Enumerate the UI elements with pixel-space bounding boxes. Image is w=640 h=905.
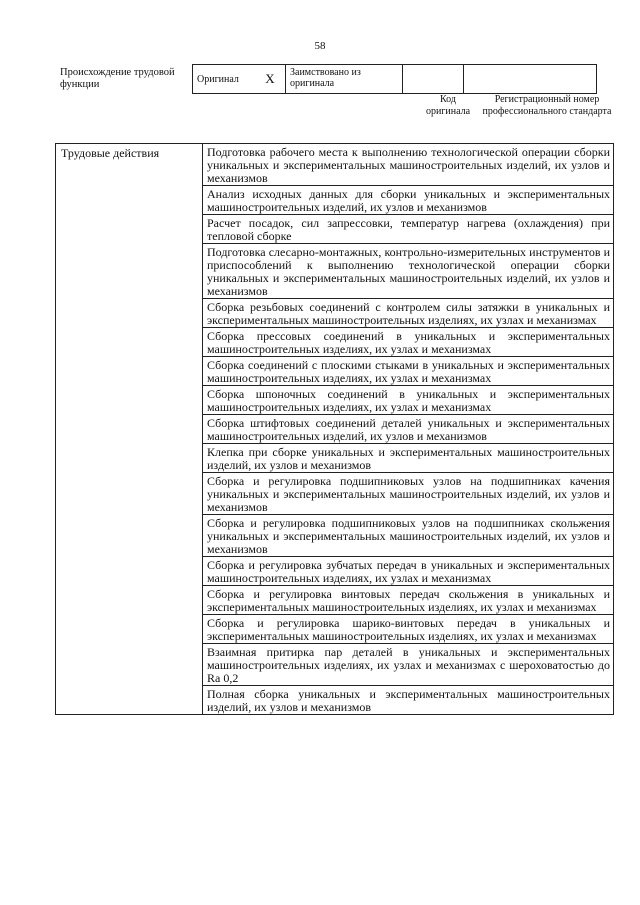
origin-label: Происхождение трудовой функции [60, 67, 175, 90]
reg-number-cell [464, 65, 597, 94]
action-item: Полная сборка уникальных и экспериментальных машиностроительных изделий, их узлов и механизмов [203, 686, 614, 715]
action-item: Сборка и регулировка подшипниковых узлов на подшипниках качения уникальных и экспериментальных машиностроительных изделий, их узлов и механизмов [203, 473, 614, 515]
action-item: Взаимная притирка пар деталей в уникальных и экспериментальных машиностроительных изделиях, их узлах и механизмах с шероховатостью до Ra 0,2 [203, 644, 614, 686]
borrowed-cell: Заимствовано из оригинала [286, 65, 403, 94]
action-item: Сборка и регулировка шарико-винтовых передач в уникальных и экспериментальных машиностроительных изделиях, их узлах и механизмах [203, 615, 614, 644]
labor-actions-table [55, 143, 614, 715]
origin-table [192, 64, 597, 94]
original-cell: Оригинал [193, 65, 256, 94]
action-item: Сборка шпоночных соединений в уникальных и экспериментальных машиностроительных изделиях, их узлах и механизмах [203, 386, 614, 415]
action-item: Сборка прессовых соединений в уникальных и экспериментальных машиностроительных изделиях, их узлах и механизмах [203, 328, 614, 357]
page-number: 58 [314, 40, 326, 52]
code-cell [403, 65, 464, 94]
action-item: Сборка и регулировка подшипниковых узлов на подшипниках скольжения уникальных и экспериментальных машиностроительных изделий, их узлов и механизмов [203, 515, 614, 557]
action-item: Сборка и регулировка винтовых передач скольжения в уникальных и экспериментальных машиностроительных изделиях, их узлах и механизмах [203, 586, 614, 615]
action-item: Сборка резьбовых соединений с контролем силы затяжки в уникальных и экспериментальных машиностроительных изделиях, их узлах и механизмах [203, 299, 614, 328]
action-item: Клепка при сборке уникальных и экспериментальных машиностроительных изделий, их узлов и механизмов [203, 444, 614, 473]
reg-number-caption: Регистрационный номер профессионального стандарта [482, 94, 612, 117]
action-item: Сборка соединений с плоскими стыками в уникальных и экспериментальных машиностроительных изделиях, их узлах и механизмах [203, 357, 614, 386]
action-item: Подготовка слесарно-монтажных, контрольно-измерительных инструментов и приспособлений к выполнению технологической операции сборки уникальных и экспериментальных машиностроительных изделий, их узлов и механизмов [203, 244, 614, 299]
original-mark: X [255, 65, 286, 94]
action-item: Подготовка рабочего места к выполнению технологической операции сборки уникальных и экспериментальных машиностроительных изделий, их узлов и механизмов [203, 144, 614, 186]
code-caption: Код оригинала [425, 94, 471, 117]
action-item: Сборка и регулировка зубчатых передач в уникальных и экспериментальных машиностроительных изделиях, их узлах и механизмах [203, 557, 614, 586]
action-item: Сборка штифтовых соединений деталей уникальных и экспериментальных машиностроительных изделий, их узлов и механизмов [203, 415, 614, 444]
action-item: Расчет посадок, сил запрессовки, температур нагрева (охлаждения) при тепловой сборке [203, 215, 614, 244]
labor-actions-label: Трудовые действия [56, 144, 203, 715]
action-item: Анализ исходных данных для сборки уникальных и экспериментальных машиностроительных изделий, их узлов и механизмов [203, 186, 614, 215]
